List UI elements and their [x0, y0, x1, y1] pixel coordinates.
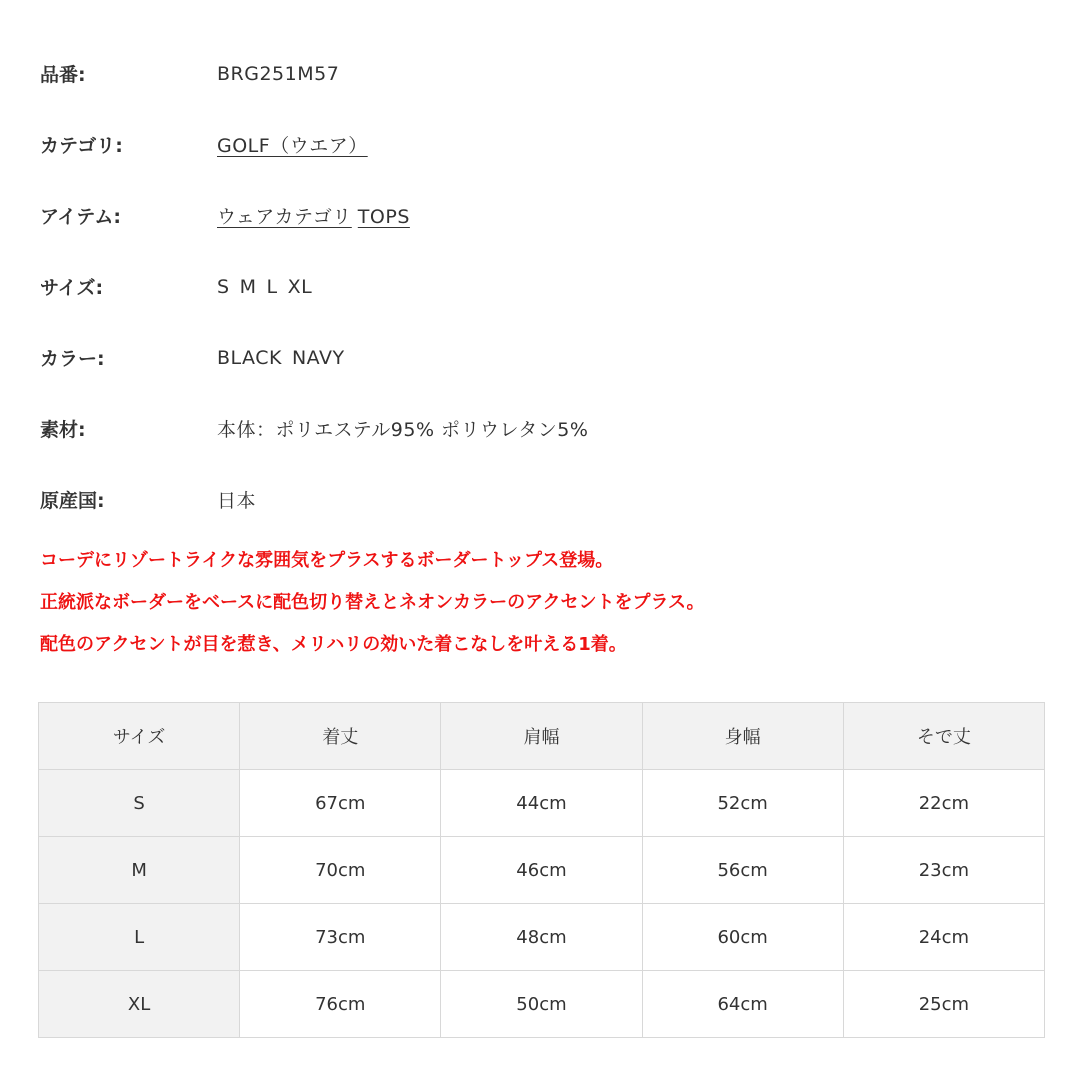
- category-label: カテゴリ:: [40, 135, 123, 157]
- promo-line: 正統派なボーダーをベースに配色切り替えとネオンカラーのアクセントをプラス。: [40, 592, 705, 613]
- table-cell: 22cm: [843, 770, 1044, 837]
- item-label: アイテム:: [40, 206, 121, 228]
- table-cell: 44cm: [441, 770, 642, 837]
- table-cell: 46cm: [441, 837, 642, 904]
- table-cell: 50cm: [441, 971, 642, 1038]
- table-cell: 60cm: [642, 904, 843, 971]
- spec-row-size: [40, 251, 1000, 322]
- table-cell: 70cm: [240, 837, 441, 904]
- header-shoulder: 肩幅: [441, 703, 642, 770]
- table-cell: 64cm: [642, 971, 843, 1038]
- spec-row-origin: [40, 464, 1000, 535]
- table-header-row: [39, 703, 1045, 770]
- category-link[interactable]: GOLF（ウエア）: [217, 135, 368, 157]
- promo-text: [40, 540, 1040, 666]
- promo-line: コーデにリゾートライクな雰囲気をプラスするボーダートップス登場。: [40, 550, 614, 571]
- item-value: [217, 202, 410, 229]
- spec-row-category: [40, 109, 1000, 180]
- color-label: カラー:: [40, 348, 105, 370]
- size-values: [217, 276, 322, 298]
- size-option: L: [266, 275, 278, 298]
- tops-link[interactable]: TOPS: [357, 206, 410, 228]
- table-cell: XL: [39, 971, 240, 1038]
- table-cell: 67cm: [240, 770, 441, 837]
- table-cell: 25cm: [843, 971, 1044, 1038]
- table-cell: 48cm: [441, 904, 642, 971]
- table-cell: 56cm: [642, 837, 843, 904]
- spec-row-item: [40, 180, 1000, 251]
- spec-row-product-code: [40, 38, 1000, 109]
- table-row: [39, 770, 1045, 837]
- material-label: 素材:: [40, 419, 86, 441]
- material-value: 本体：ポリエステル95% ポリウレタン5%: [217, 419, 589, 441]
- table-row: [39, 904, 1045, 971]
- table-cell: 76cm: [240, 971, 441, 1038]
- table-row: [39, 971, 1045, 1038]
- table-cell: 23cm: [843, 837, 1044, 904]
- table-cell: 73cm: [240, 904, 441, 971]
- color-option: BLACK: [217, 346, 282, 369]
- product-code-value: BRG251M57: [217, 62, 340, 85]
- header-size: サイズ: [39, 703, 240, 770]
- table-cell: 52cm: [642, 770, 843, 837]
- spec-row-material: [40, 393, 1000, 464]
- origin-label: 原産国:: [40, 490, 105, 512]
- color-option: NAVY: [291, 346, 345, 369]
- category-value: [217, 131, 368, 158]
- table-cell: L: [39, 904, 240, 971]
- header-chest: 身幅: [642, 703, 843, 770]
- header-length: 着丈: [240, 703, 441, 770]
- table-cell: M: [39, 837, 240, 904]
- color-values: [217, 347, 355, 369]
- size-chart-table: [38, 702, 1045, 1038]
- promo-line: 配色のアクセントが目を惹き、メリハリの効いた着こなしを叶える1着。: [40, 634, 627, 655]
- size-option: M: [239, 275, 257, 298]
- size-option: XL: [287, 275, 313, 298]
- header-sleeve: そで丈: [843, 703, 1044, 770]
- spec-row-color: [40, 322, 1000, 393]
- table-cell: 24cm: [843, 904, 1044, 971]
- size-label: サイズ:: [40, 277, 104, 299]
- product-spec-list: [40, 38, 1000, 535]
- table-row: [39, 837, 1045, 904]
- wear-category-link[interactable]: ウェアカテゴリ: [217, 206, 352, 228]
- table-cell: S: [39, 770, 240, 837]
- product-code-label: 品番:: [40, 64, 86, 86]
- size-option: S: [217, 275, 230, 298]
- origin-value: 日本: [217, 490, 257, 512]
